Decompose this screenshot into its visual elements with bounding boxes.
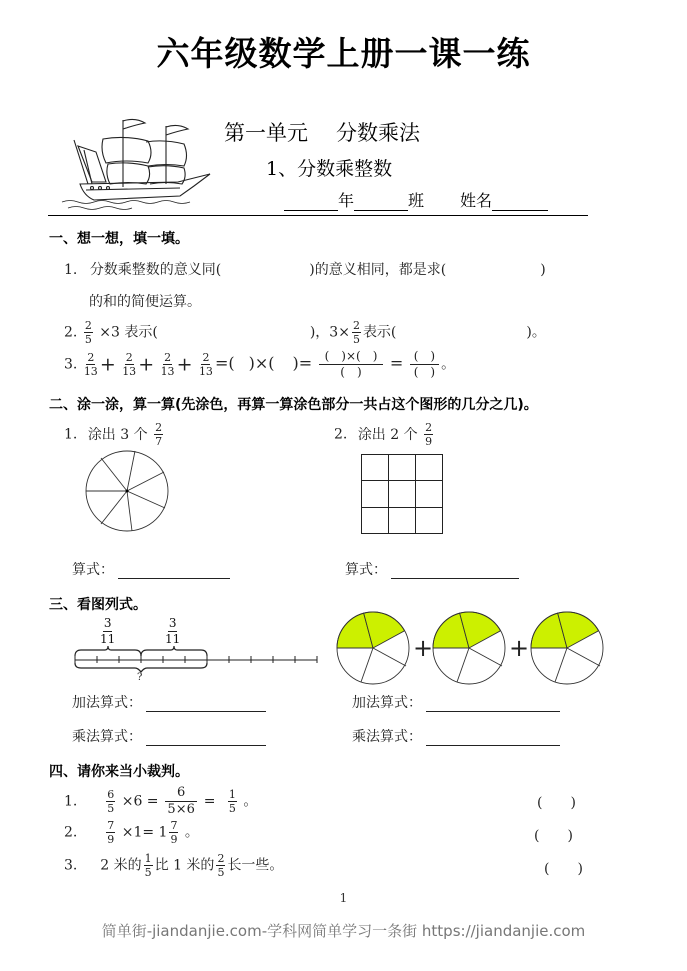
- q3-times: )×(: [248, 353, 275, 373]
- q2-text-4: )。: [526, 324, 546, 341]
- formula-label: 算式：: [345, 562, 387, 578]
- plus-sign: +: [176, 353, 193, 376]
- multiplication-answer-line[interactable]: [146, 731, 266, 746]
- fraction: $\frac{2}{13}$: [122, 351, 137, 378]
- section3-heading: 三、看图列式。: [49, 597, 147, 613]
- addition-answer-line[interactable]: [146, 697, 266, 712]
- fraction: $\frac{2}{7}$: [155, 421, 163, 448]
- multiplication-label: 乘法算式：: [352, 729, 422, 745]
- section2-item-2: [334, 422, 435, 447]
- seven-part-circle[interactable]: [84, 450, 170, 532]
- section1-q1: [64, 259, 546, 279]
- grade-field[interactable]: [284, 194, 338, 211]
- section1-q1-continuation: 的和的简便运算。: [89, 294, 201, 310]
- class-label: 班: [408, 191, 425, 210]
- result-fraction[interactable]: $\frac{( )}{( )}$: [410, 350, 439, 379]
- judge-item-2: 2. $\frac{7}{9}$ ×1= 1 $\frac{7}{9}$ 。: [64, 819, 199, 846]
- unit-heading: [224, 117, 420, 147]
- fraction: $\frac{2}{9}$: [425, 421, 433, 448]
- blank-fraction[interactable]: $\frac{( )\times( )}{( )}$: [319, 350, 384, 379]
- section1-q2: [64, 320, 546, 345]
- judge-item-3: 3. 2 米的 $\frac{1}{5}$ 比 1 米的 $\frac{2}{5}$ 长一些。: [64, 852, 284, 879]
- header-divider: [48, 215, 588, 216]
- svg-text:+: +: [413, 634, 434, 662]
- item-number: 2.: [334, 426, 348, 443]
- item-text: 涂出 2 个: [357, 426, 418, 443]
- right-multiplication-formula: [352, 726, 560, 746]
- item-number: 3.: [64, 857, 78, 874]
- name-label: 姓名: [460, 191, 493, 210]
- judge-item-1: 1. $\frac{6}{5}$ ×6 = $\frac{6}{5\times 6}$ = $\frac{1}{5}$ 。: [64, 785, 258, 817]
- item-number: 2.: [64, 824, 78, 841]
- q3-eq-1: =(: [214, 353, 235, 373]
- right-addition-formula: [352, 692, 560, 712]
- footer-watermark: 简单街-jiandanjie.com-学科网简单学习一条街 https://jiandanjie.com: [101, 922, 586, 940]
- q3-eq-2: )=: [292, 353, 313, 373]
- q-number: 1.: [64, 262, 78, 278]
- student-info-line: [284, 188, 548, 211]
- section1-q3: [64, 350, 455, 379]
- brace-label-1: $\frac{3}{11}$: [100, 616, 116, 646]
- judge-box-1[interactable]: ( ): [537, 795, 576, 811]
- svg-text:+: +: [509, 634, 530, 662]
- nine-square-grid[interactable]: [361, 454, 443, 534]
- addition-answer-line[interactable]: [426, 697, 560, 712]
- addition-label: 加法算式：: [352, 695, 422, 711]
- item-text: 涂出 3 个: [87, 426, 148, 443]
- addition-label: 加法算式：: [72, 695, 142, 711]
- unit-label: 第一单元: [224, 121, 308, 145]
- q2-text-1: ×3 表示(: [99, 324, 158, 341]
- judge-box-3[interactable]: ( ): [544, 861, 583, 877]
- judge-box-2[interactable]: ( ): [534, 828, 573, 844]
- multiplication-answer-line[interactable]: [426, 731, 560, 746]
- q-number: 2.: [64, 324, 78, 341]
- formula-answer-line[interactable]: [391, 564, 519, 579]
- q1-text-2: )的意义相同，都是求(: [309, 262, 447, 278]
- unit-topic: 分数乘法: [336, 121, 420, 145]
- section2-item-1: [64, 422, 165, 447]
- fraction: $\frac{2}{13}$: [198, 351, 213, 378]
- item-number: 1.: [64, 793, 78, 810]
- left-addition-formula: [72, 692, 266, 712]
- q3-eq-3: =: [389, 353, 404, 373]
- q2-text-2: )，3×: [309, 324, 350, 341]
- name-field[interactable]: [492, 194, 548, 211]
- item-number: 1.: [64, 426, 78, 443]
- number-line-diagram: [72, 645, 322, 675]
- formula-label: 算式：: [72, 562, 114, 578]
- page-title: 六年级数学上册一课一练: [156, 34, 531, 73]
- q2-text-3: 表示(: [362, 324, 397, 341]
- sailing-ship-illustration: [58, 112, 218, 212]
- section2-formula-1: [72, 559, 230, 579]
- section2-formula-2: [345, 559, 519, 579]
- grade-label: 年: [338, 191, 355, 210]
- q1-text-3: ): [540, 262, 546, 278]
- fraction: $\frac{2}{13}$: [83, 351, 98, 378]
- formula-answer-line[interactable]: [118, 564, 230, 579]
- left-multiplication-formula: [72, 726, 266, 746]
- section4-heading: 四、请你来当小裁判。: [49, 764, 189, 780]
- plus-sign: +: [99, 353, 116, 376]
- multiplication-label: 乘法算式：: [72, 729, 142, 745]
- fraction: $\frac{2}{5}$: [352, 319, 360, 346]
- q-number: 3.: [64, 356, 78, 373]
- q3-end: 。: [441, 356, 456, 373]
- shaded-circles-diagram: [336, 610, 612, 688]
- fraction: $\frac{2}{5}$: [84, 319, 92, 346]
- section1-heading: 一、想一想，填一填。: [49, 231, 189, 247]
- section2-heading: 二、涂一涂，算一算(先涂色，再算一算涂色部分一共占这个图形的几分之几)。: [49, 397, 538, 413]
- total-question-mark: ?: [137, 672, 143, 683]
- lesson-title: 1、分数乘整数: [266, 158, 393, 180]
- brace-label-2: $\frac{3}{11}$: [165, 616, 181, 646]
- q1-text-1: 分数乘整数的意义同(: [89, 262, 222, 278]
- fraction: $\frac{2}{13}$: [160, 351, 175, 378]
- class-field[interactable]: [354, 194, 408, 211]
- page-number: 1: [339, 891, 348, 905]
- plus-sign: +: [138, 353, 155, 376]
